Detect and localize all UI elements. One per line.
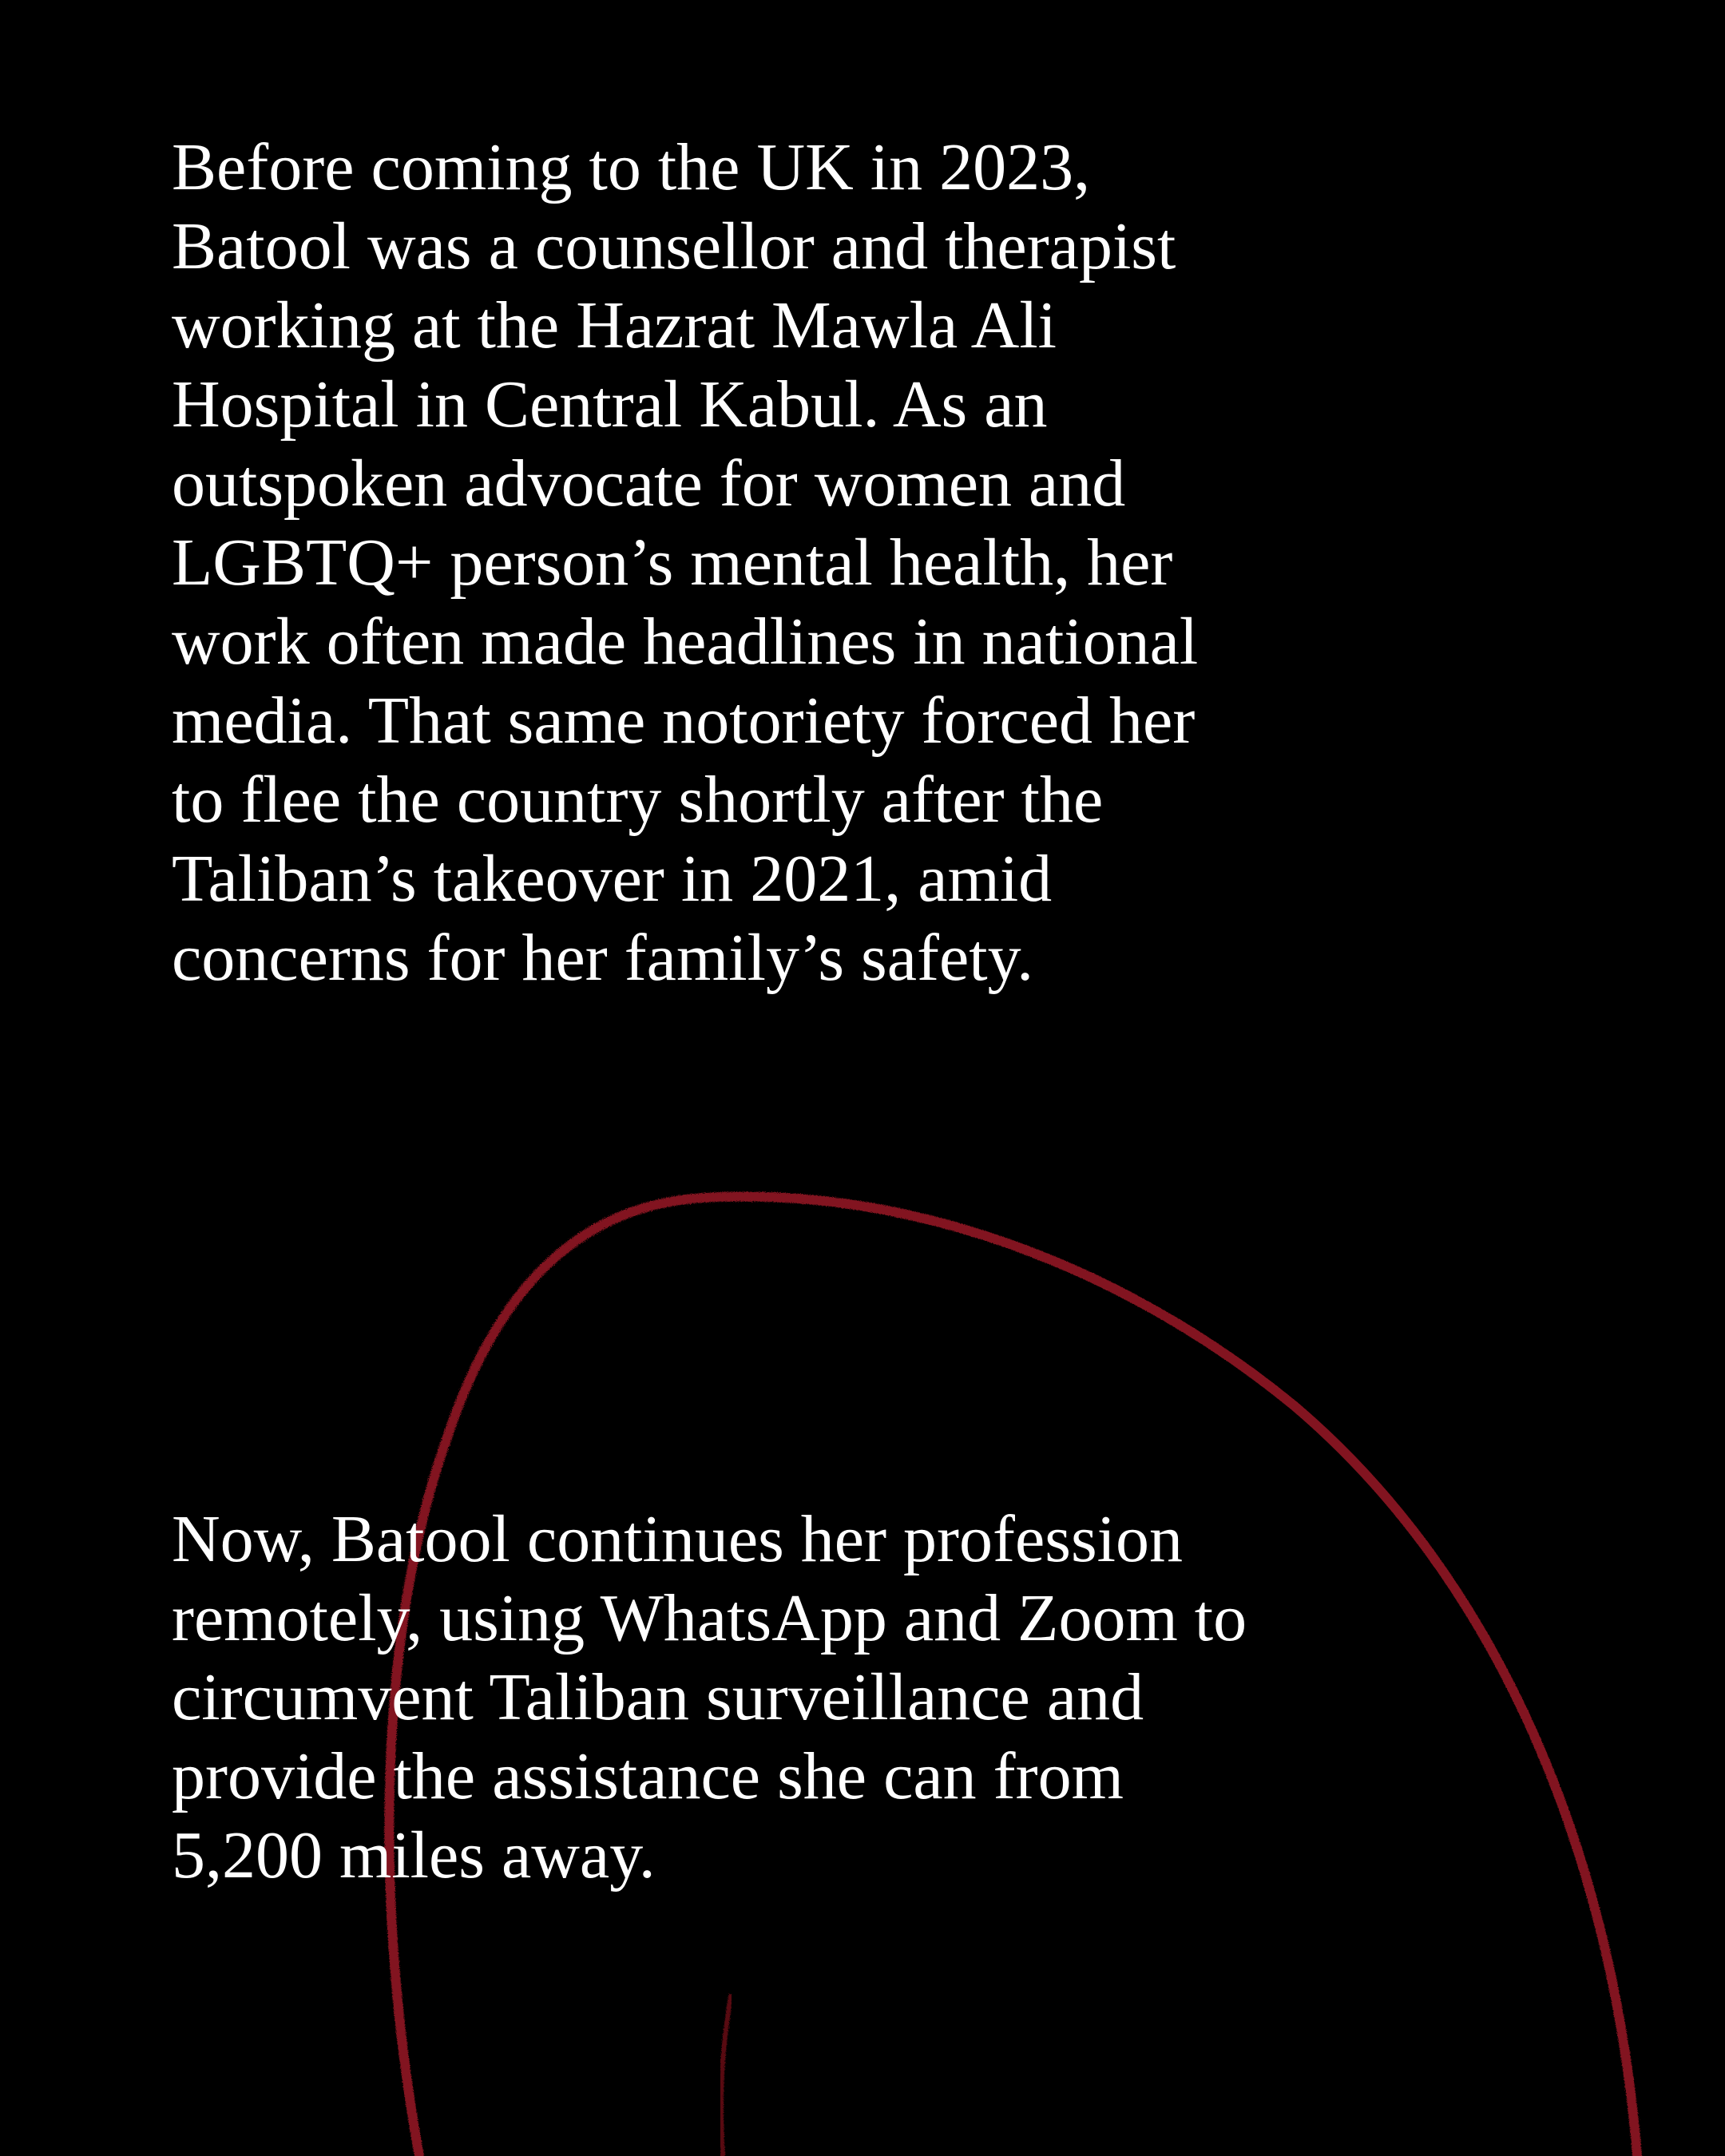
- paragraph-line: Before coming to the UK in 2023,: [172, 130, 1091, 204]
- paragraph-line: Now, Batool continues her profession: [172, 1502, 1183, 1576]
- paragraph-line: concerns for her family’s safety.: [172, 921, 1034, 995]
- paragraph-line: provide the assistance she can from: [172, 1739, 1124, 1813]
- closing-paragraph: [172, 1500, 1247, 1895]
- paragraph-line: media. That same notoriety forced her: [172, 684, 1196, 758]
- paragraph-line: remotely, using WhatsApp and Zoom to: [172, 1581, 1247, 1655]
- paragraph-line: Taliban’s takeover in 2021, amid: [172, 842, 1053, 916]
- paragraph-line: Hospital in Central Kabul. As an: [172, 367, 1048, 442]
- paragraph-line: LGBTQ+ person’s mental health, her: [172, 525, 1173, 600]
- paragraph-line: 5,200 miles away.: [172, 1818, 656, 1892]
- paragraph-line: outspoken advocate for women and: [172, 446, 1126, 521]
- red-curve-inner-stroke: [721, 1996, 731, 2156]
- paragraph-line: to flee the country shortly after the: [172, 763, 1104, 837]
- paragraph-line: working at the Hazrat Mawla Ali: [172, 288, 1057, 363]
- paragraph-line: Batool was a counsellor and therapist: [172, 209, 1176, 283]
- paragraph-line: circumvent Taliban surveillance and: [172, 1660, 1144, 1734]
- paragraph-line: work often made headlines in national: [172, 604, 1199, 679]
- intro-paragraph: [172, 128, 1198, 997]
